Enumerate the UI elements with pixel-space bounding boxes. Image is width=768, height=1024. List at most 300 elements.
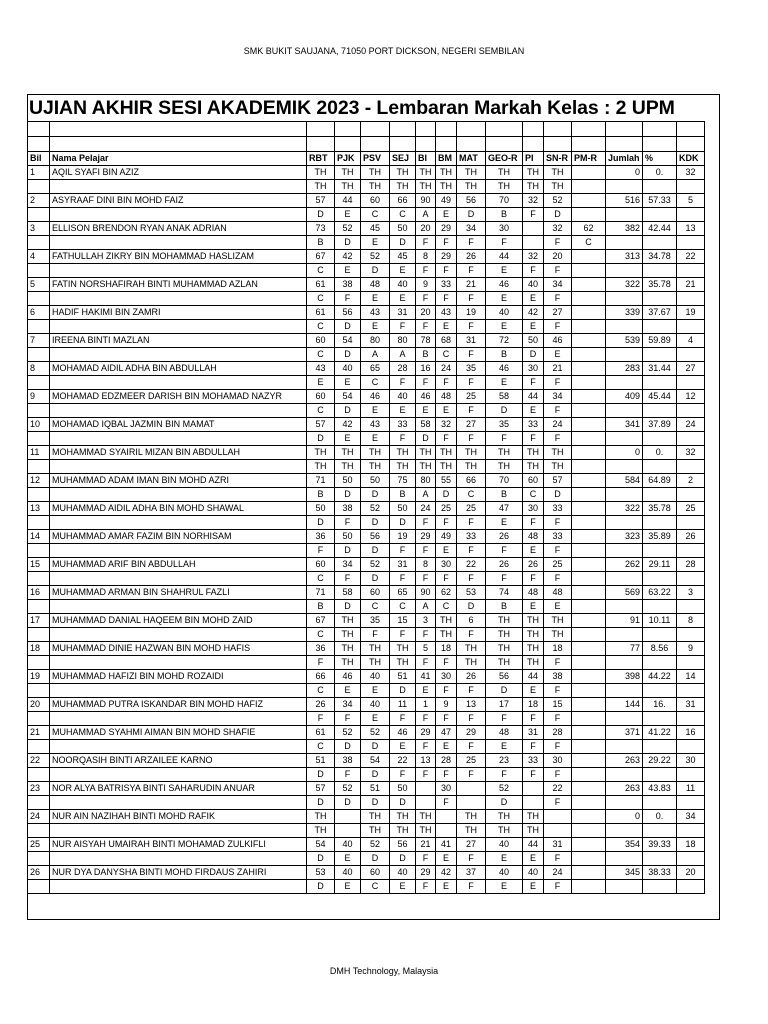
subject-mark (572, 446, 606, 460)
subject-grade: E (361, 712, 390, 726)
subject-mark: 8 (416, 558, 436, 572)
subject-grade (572, 376, 606, 390)
student-number: 5 (28, 278, 50, 292)
subject-grade: C (307, 292, 335, 306)
subject-grade: D (390, 684, 416, 698)
student-name: MOHAMAD IQBAL JAZMIN BIN MAMAT (50, 418, 307, 432)
percentage: 35.89 (643, 530, 677, 544)
subject-mark: 33 (544, 502, 572, 516)
empty-cell (677, 852, 705, 866)
subject-mark: 54 (307, 838, 335, 852)
subject-grade: E (523, 852, 544, 866)
empty-cell (50, 460, 307, 474)
subject-mark: 58 (335, 586, 361, 600)
subject-mark: 51 (307, 754, 335, 768)
subject-grade: E (436, 320, 457, 334)
empty-cell (50, 796, 307, 810)
subject-grade (572, 404, 606, 418)
subject-mark: TH (390, 166, 416, 180)
student-name: NOORQASIH BINTI ARZAILEE KARNO (50, 754, 307, 768)
column-header: PJK (335, 152, 361, 166)
subject-grade: F (436, 264, 457, 278)
subject-grade: E (486, 852, 523, 866)
total-marks: 516 (606, 194, 643, 208)
subject-grade: F (457, 852, 486, 866)
subject-grade: TH (390, 824, 416, 838)
subject-mark: 35 (486, 418, 523, 432)
student-number: 1 (28, 166, 50, 180)
subject-mark: 31 (544, 838, 572, 852)
total-marks: 339 (606, 306, 643, 320)
subject-grade: C (361, 376, 390, 390)
subject-grade: C (361, 880, 390, 894)
class-rank: 34 (677, 810, 705, 824)
subject-grade: TH (361, 180, 390, 194)
subject-grade: D (307, 880, 335, 894)
subject-grade: TH (335, 460, 361, 474)
subject-grade: E (523, 600, 544, 614)
subject-mark: 46 (486, 362, 523, 376)
student-number: 24 (28, 810, 50, 824)
subject-grade: D (335, 348, 361, 362)
subject-mark: 42 (335, 418, 361, 432)
subject-mark (572, 390, 606, 404)
subject-grade: F (361, 628, 390, 642)
column-header: Nama Pelajar (50, 152, 307, 166)
subject-mark: 54 (335, 390, 361, 404)
subject-mark: 34 (457, 222, 486, 236)
empty-cell (606, 768, 643, 782)
subject-grade: D (486, 796, 523, 810)
subject-mark: TH (416, 810, 436, 824)
subject-mark: 52 (361, 250, 390, 264)
empty-cell (50, 880, 307, 894)
empty-cell (28, 376, 50, 390)
empty-cell (606, 544, 643, 558)
student-marks-row (28, 614, 705, 628)
subject-grade (544, 824, 572, 838)
subject-grade: B (390, 488, 416, 502)
subject-grade: F (544, 320, 572, 334)
total-marks: 0 (606, 810, 643, 824)
percentage: 0. (643, 446, 677, 460)
subject-grade: D (486, 684, 523, 698)
subject-grade: F (544, 516, 572, 530)
empty-cell (643, 880, 677, 894)
subject-mark (335, 810, 361, 824)
subject-mark: 29 (416, 530, 436, 544)
total-marks: 323 (606, 530, 643, 544)
subject-grade (572, 684, 606, 698)
student-number: 22 (28, 754, 50, 768)
subject-mark: 28 (436, 754, 457, 768)
empty-cell (643, 292, 677, 306)
subject-mark: 25 (457, 754, 486, 768)
subject-grade: F (390, 544, 416, 558)
subject-mark: 8 (416, 250, 436, 264)
empty-cell (50, 348, 307, 362)
subject-mark: 29 (457, 726, 486, 740)
empty-cell (643, 432, 677, 446)
student-grades-row (28, 488, 705, 502)
subject-grade: F (523, 264, 544, 278)
empty-cell (643, 740, 677, 754)
subject-mark (572, 306, 606, 320)
subject-mark: TH (361, 810, 390, 824)
subject-grade: D (361, 740, 390, 754)
subject-grade: E (361, 432, 390, 446)
subject-mark: 26 (307, 698, 335, 712)
subject-mark: 21 (457, 278, 486, 292)
empty-cell (643, 180, 677, 194)
student-grades-row (28, 768, 705, 782)
empty-cell (50, 432, 307, 446)
subject-mark: 56 (335, 306, 361, 320)
subject-mark: 40 (335, 362, 361, 376)
subject-grade: E (486, 292, 523, 306)
subject-mark: 30 (436, 670, 457, 684)
subject-grade: F (416, 376, 436, 390)
blank-cell (523, 122, 544, 137)
student-number: 3 (28, 222, 50, 236)
subject-mark: 42 (436, 866, 457, 880)
empty-cell (677, 320, 705, 334)
subject-mark: 33 (544, 530, 572, 544)
subject-grade: F (436, 432, 457, 446)
empty-cell (606, 488, 643, 502)
empty-cell (28, 572, 50, 586)
subject-mark: 49 (436, 530, 457, 544)
subject-grade: D (335, 404, 361, 418)
subject-grade: F (486, 768, 523, 782)
blank-cell (28, 137, 50, 152)
subject-mark: TH (523, 810, 544, 824)
blank-cell (416, 137, 436, 152)
subject-grade: D (361, 516, 390, 530)
subject-grade: E (486, 264, 523, 278)
subject-grade: TH (486, 628, 523, 642)
subject-grade: TH (307, 824, 335, 838)
student-grades-row (28, 348, 705, 362)
subject-grade: TH (361, 824, 390, 838)
column-header: PM-R (572, 152, 606, 166)
subject-mark: TH (523, 642, 544, 656)
subject-grade: B (307, 600, 335, 614)
subject-mark: 65 (390, 586, 416, 600)
total-marks: 91 (606, 614, 643, 628)
subject-grade: F (457, 236, 486, 250)
subject-grade: D (457, 208, 486, 222)
class-rank: 32 (677, 166, 705, 180)
subject-mark (572, 166, 606, 180)
subject-grade: D (361, 544, 390, 558)
empty-cell (28, 852, 50, 866)
empty-cell (643, 768, 677, 782)
empty-cell (677, 712, 705, 726)
subject-grade: C (572, 236, 606, 250)
student-name: MOHAMMAD SYAIRIL MIZAN BIN ABDULLAH (50, 446, 307, 460)
subject-mark: 50 (523, 334, 544, 348)
subject-grade: C (307, 264, 335, 278)
subject-grade: TH (436, 460, 457, 474)
student-grades-row (28, 404, 705, 418)
subject-mark: 38 (335, 278, 361, 292)
total-marks: 144 (606, 698, 643, 712)
empty-cell (606, 208, 643, 222)
student-name: NOR ALYA BATRISYA BINTI SAHARUDIN ANUAR (50, 782, 307, 796)
subject-grade: F (457, 404, 486, 418)
subject-grade: E (335, 264, 361, 278)
subject-mark: 46 (335, 670, 361, 684)
empty-cell (28, 600, 50, 614)
student-name: NUR DYA DANYSHA BINTI MOHD FIRDAUS ZAHIRI (50, 866, 307, 880)
subject-mark: 24 (436, 362, 457, 376)
column-header: RBT (307, 152, 335, 166)
percentage: 35.78 (643, 278, 677, 292)
subject-mark: 56 (457, 194, 486, 208)
student-name: FATIN NORSHAFIRAH BINTI MUHAMMAD AZLAN (50, 278, 307, 292)
subject-grade (572, 656, 606, 670)
subject-grade: E (335, 684, 361, 698)
subject-mark: 50 (335, 530, 361, 544)
empty-cell (28, 404, 50, 418)
empty-cell (606, 432, 643, 446)
subject-mark: 61 (307, 726, 335, 740)
percentage: 31.44 (643, 362, 677, 376)
subject-grade: F (544, 684, 572, 698)
subject-grade: D (486, 404, 523, 418)
subject-mark: 24 (416, 502, 436, 516)
percentage: 43.83 (643, 782, 677, 796)
subject-mark: 31 (457, 334, 486, 348)
student-number: 17 (28, 614, 50, 628)
class-rank: 30 (677, 754, 705, 768)
empty-cell (50, 712, 307, 726)
subject-mark (572, 866, 606, 880)
blank-cell (335, 137, 361, 152)
subject-grade: TH (523, 824, 544, 838)
subject-mark: 32 (523, 194, 544, 208)
subject-mark: 49 (436, 194, 457, 208)
subject-mark: TH (335, 166, 361, 180)
subject-grade (572, 516, 606, 530)
blank-cell (643, 137, 677, 152)
blank-cell (643, 122, 677, 137)
subject-grade: B (486, 600, 523, 614)
student-grades-row (28, 600, 705, 614)
subject-grade: D (361, 768, 390, 782)
subject-mark (572, 586, 606, 600)
percentage: 0. (643, 166, 677, 180)
subject-grade: E (307, 376, 335, 390)
subject-grade (523, 236, 544, 250)
subject-grade (572, 712, 606, 726)
blank-cell (335, 122, 361, 137)
subject-grade: F (436, 236, 457, 250)
subject-mark: 40 (390, 390, 416, 404)
empty-cell (50, 292, 307, 306)
subject-mark: TH (390, 810, 416, 824)
subject-mark: 19 (457, 306, 486, 320)
empty-cell (643, 320, 677, 334)
student-number: 9 (28, 390, 50, 404)
subject-grade: F (544, 656, 572, 670)
class-rank: 12 (677, 390, 705, 404)
subject-grade: TH (416, 824, 436, 838)
subject-grade: TH (523, 656, 544, 670)
subject-grade: F (457, 516, 486, 530)
empty-cell (677, 880, 705, 894)
subject-grade: F (486, 544, 523, 558)
subject-mark: 36 (307, 642, 335, 656)
subject-mark: 37 (457, 866, 486, 880)
subject-mark: 66 (307, 670, 335, 684)
subject-grade (335, 824, 361, 838)
subject-grade: D (307, 516, 335, 530)
subject-mark: 18 (523, 698, 544, 712)
column-header: PSV (361, 152, 390, 166)
blank-cell (50, 122, 307, 137)
empty-cell (28, 684, 50, 698)
subject-grade: TH (390, 460, 416, 474)
subject-mark (436, 810, 457, 824)
subject-grade: E (416, 684, 436, 698)
subject-mark: 21 (416, 838, 436, 852)
student-marks-row (28, 586, 705, 600)
blank-cell (390, 137, 416, 152)
subject-grade: F (307, 544, 335, 558)
subject-mark: 40 (523, 866, 544, 880)
empty-cell (677, 180, 705, 194)
total-marks: 382 (606, 222, 643, 236)
subject-grade: F (544, 292, 572, 306)
empty-cell (50, 768, 307, 782)
subject-mark: TH (361, 446, 390, 460)
subject-grade (572, 180, 606, 194)
subject-mark: 33 (523, 418, 544, 432)
empty-cell (643, 208, 677, 222)
empty-cell (28, 740, 50, 754)
sheet-title: UJIAN AKHIR SESI AKADEMIK 2023 - Lembaran Markah Kelas : 2 UPM (29, 97, 675, 119)
empty-cell (28, 544, 50, 558)
class-rank: 32 (677, 446, 705, 460)
subject-mark: 52 (361, 558, 390, 572)
subject-mark: TH (416, 166, 436, 180)
student-name: MUHAMMAD HAFIZI BIN MOHD ROZAIDI (50, 670, 307, 684)
subject-grade: F (436, 572, 457, 586)
subject-grade: TH (361, 656, 390, 670)
subject-mark: TH (307, 166, 335, 180)
subject-mark: 40 (361, 670, 390, 684)
subject-grade: TH (486, 180, 523, 194)
student-marks-row (28, 250, 705, 264)
subject-mark: 60 (361, 866, 390, 880)
subject-mark: TH (486, 166, 523, 180)
subject-grade: E (361, 404, 390, 418)
subject-mark (572, 558, 606, 572)
subject-grade: TH (486, 460, 523, 474)
subject-grade: F (544, 572, 572, 586)
subject-mark: 60 (307, 558, 335, 572)
subject-mark (572, 698, 606, 712)
subject-grade: F (390, 712, 416, 726)
subject-grade: C (307, 348, 335, 362)
subject-mark: TH (486, 642, 523, 656)
class-rank: 13 (677, 222, 705, 236)
subject-mark: 40 (335, 838, 361, 852)
subject-mark: 65 (361, 362, 390, 376)
empty-cell (643, 544, 677, 558)
empty-cell (50, 236, 307, 250)
subject-grade: F (457, 320, 486, 334)
blank-row (28, 122, 705, 137)
subject-mark: 60 (307, 390, 335, 404)
subject-grade: TH (335, 628, 361, 642)
subject-grade: B (486, 488, 523, 502)
total-marks: 77 (606, 642, 643, 656)
subject-grade: D (335, 796, 361, 810)
subject-mark: 52 (361, 726, 390, 740)
blank-cell (457, 137, 486, 152)
percentage: 38.33 (643, 866, 677, 880)
empty-cell (677, 544, 705, 558)
subject-mark: 27 (457, 418, 486, 432)
student-number: 15 (28, 558, 50, 572)
subject-grade: A (416, 488, 436, 502)
marks-table (27, 121, 705, 894)
subject-grade: TH (544, 628, 572, 642)
subject-mark: 72 (486, 334, 523, 348)
subject-mark: 34 (335, 698, 361, 712)
subject-mark: 22 (544, 782, 572, 796)
student-marks-row (28, 810, 705, 824)
empty-cell (606, 740, 643, 754)
blank-cell (544, 137, 572, 152)
subject-grade: C (436, 348, 457, 362)
subject-grade: C (457, 488, 486, 502)
subject-grade: D (361, 264, 390, 278)
empty-cell (606, 628, 643, 642)
subject-mark: TH (390, 446, 416, 460)
student-name: MUHAMMAD AMAR FAZIM BIN NORHISAM (50, 530, 307, 544)
blank-cell (606, 122, 643, 137)
subject-mark: 40 (335, 866, 361, 880)
student-grades-row (28, 460, 705, 474)
subject-grade: E (361, 320, 390, 334)
subject-mark: 57 (307, 782, 335, 796)
class-rank: 3 (677, 586, 705, 600)
subject-grade: E (335, 432, 361, 446)
subject-mark: 75 (390, 474, 416, 488)
blank-cell (544, 122, 572, 137)
subject-mark: 34 (335, 558, 361, 572)
empty-cell (677, 264, 705, 278)
subject-mark: TH (544, 614, 572, 628)
empty-cell (606, 180, 643, 194)
subject-grade: E (486, 880, 523, 894)
subject-mark (457, 782, 486, 796)
subject-mark: 3 (416, 614, 436, 628)
subject-grade: TH (416, 180, 436, 194)
blank-row (28, 137, 705, 152)
subject-grade: C (307, 572, 335, 586)
subject-grade: F (544, 432, 572, 446)
percentage: 41.22 (643, 726, 677, 740)
subject-grade: E (390, 880, 416, 894)
student-name: MUHAMMAD DINIE HAZWAN BIN MOHD HAFIS (50, 642, 307, 656)
subject-grade (572, 796, 606, 810)
subject-grade: E (390, 292, 416, 306)
